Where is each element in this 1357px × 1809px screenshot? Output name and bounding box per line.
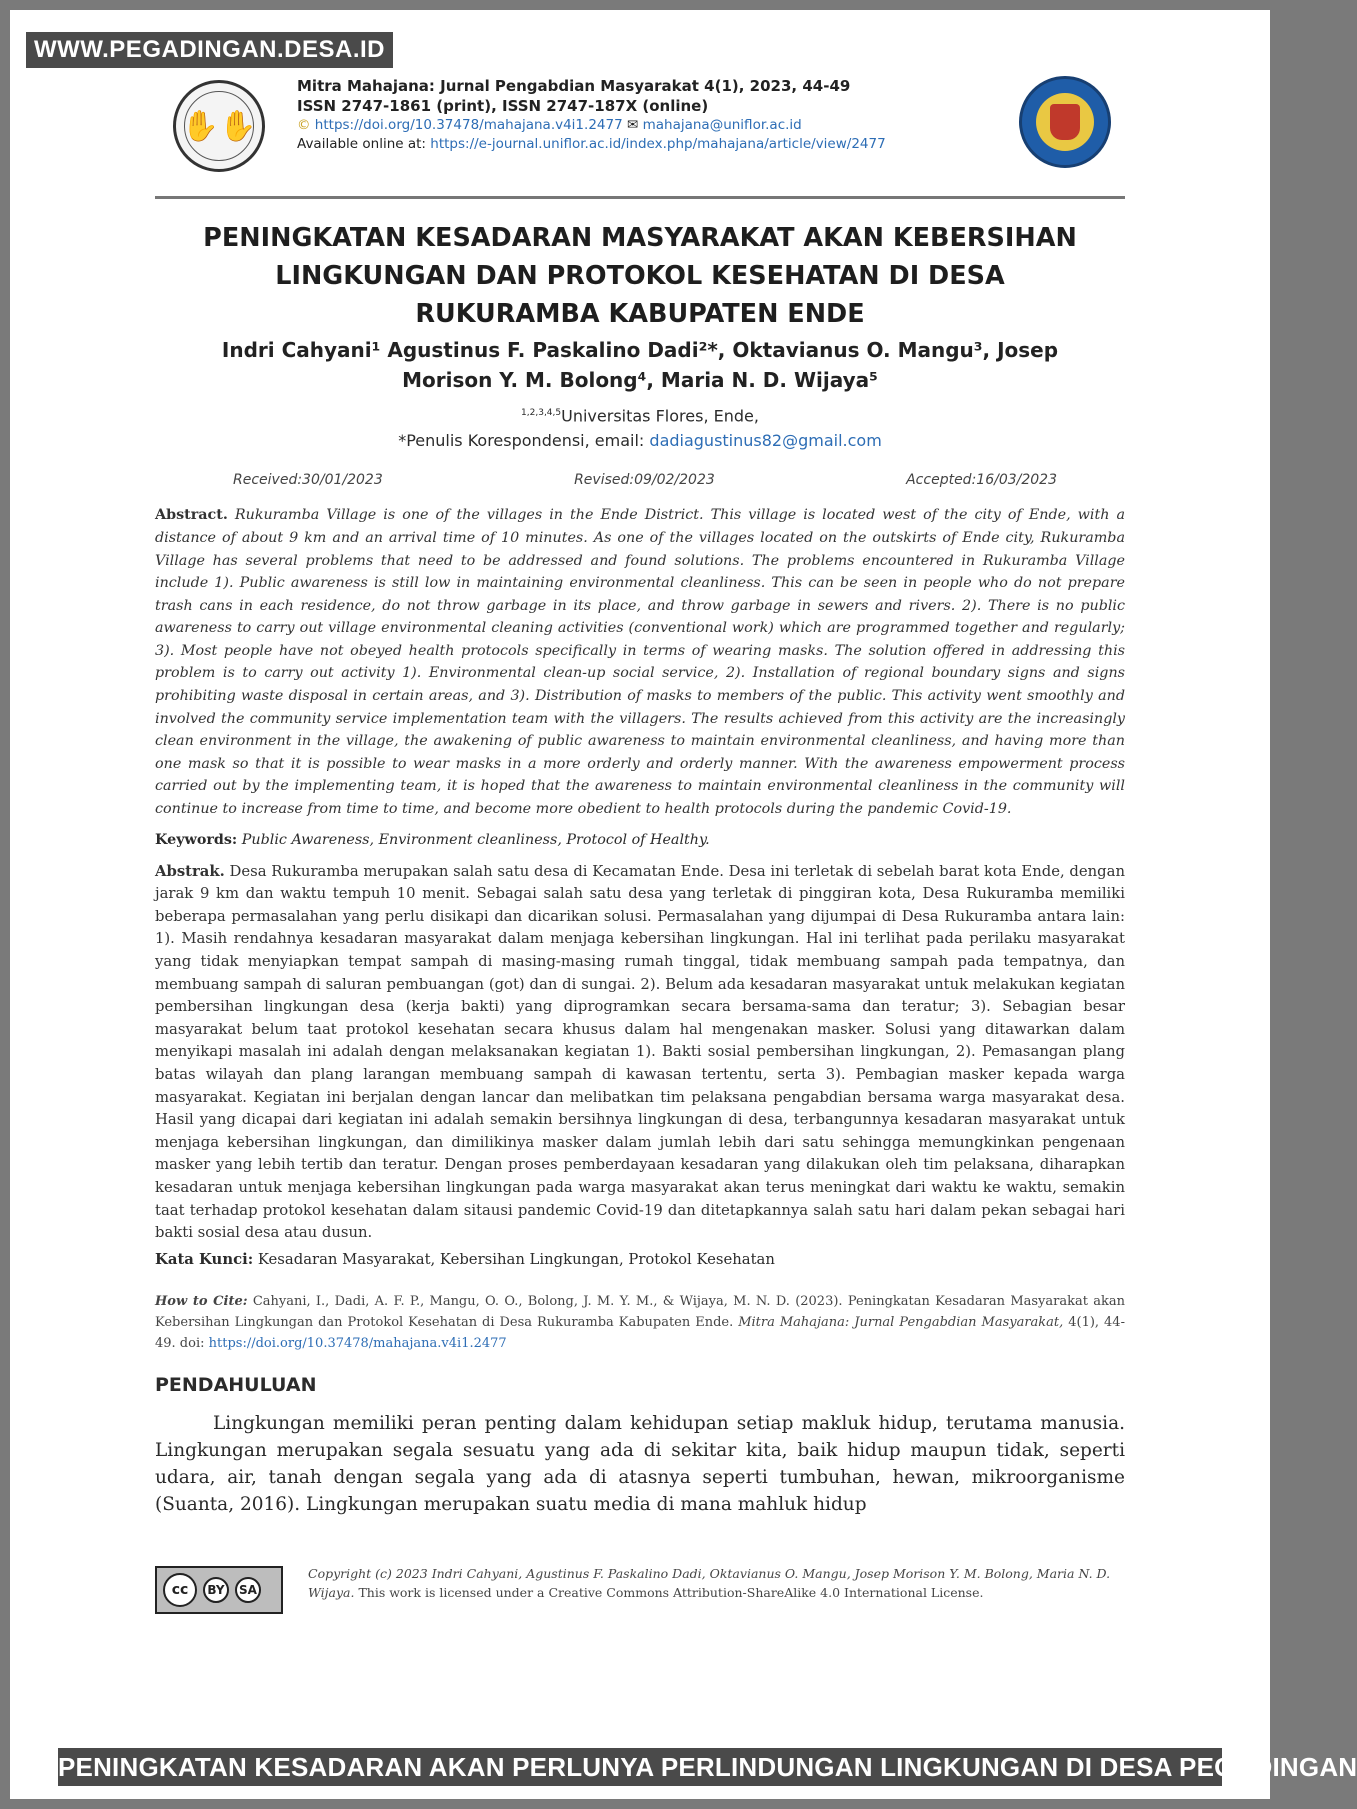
author-list xyxy=(155,335,1125,395)
received-date: Received:30/01/2023 xyxy=(233,472,383,489)
revised-date: Revised:09/02/2023 xyxy=(574,472,715,489)
keywords-label: Keywords: xyxy=(155,831,238,848)
article-dates xyxy=(155,472,1125,488)
journal-doi-line xyxy=(297,116,997,135)
affiliation-sup: 1,2,3,4,5 xyxy=(521,408,562,418)
cc-icon: cc xyxy=(163,1573,197,1607)
available-label: Available online at: xyxy=(297,136,426,152)
license-text xyxy=(308,1564,1118,1602)
intro-paragraph: Lingkungan memiliki peran penting dalam kehidupan setiap makluk hidup, terutama manusia. Lingkungan merupakan segala sesuatu yang ada di sekitar kita, baik hidup maupun tidak, seperti udara, air, tanah dengan segala yang ada di atasnya seperti tumbuhan, hewan, mikroorganisme (Suanta, 2016). Lingkungan merupakan suatu media di mana mahluk hidup xyxy=(155,1412,1125,1515)
cite-journal: Mitra Mahajana: Jurnal Pengabdian Masyarakat, xyxy=(738,1314,1064,1330)
abstract-en-label: Abstract. xyxy=(155,507,228,524)
title-line: RUKURAMBA KABUPATEN ENDE xyxy=(415,299,865,329)
abstract-indonesian xyxy=(155,861,1125,1245)
logo-ring xyxy=(184,91,254,161)
university-logo xyxy=(1019,76,1111,168)
header-rule xyxy=(155,196,1125,199)
license-statement: This work is licensed under a Creative Commons Attribution-ShareAlike 4.0 International License. xyxy=(358,1584,984,1600)
handshake-icon: ✋✋ xyxy=(181,108,257,144)
university-emblem-icon xyxy=(1050,104,1080,140)
journal-name: Mitra Mahajana: Jurnal Pengabdian Masyarakat 4(1), 2023, 44-49 xyxy=(297,77,851,95)
abstract-en-text: Rukuramba Village is one of the villages in the Ende District. This village is located west of the city of Ende, with a distance of about 9 km and an arrival time of 10 minutes. As one of the villages located on the outskirts of Ende city, Rukuramba Village has several problems that need to be addressed and found solutions. The problems encountered in Rukuramba Village include 1). Public awareness is still low in maintaining environmental cleanliness. This can be seen in people who do not prepare trash cans in each residence, do not throw garbage in its place, and throw garbage in sewers and rivers. 2). There is no public awareness to carry out village environmental cleaning activities (conventional work) which are programmed together and regularly; 3). Most people have not obeyed health protocols specifically in terms of wearing masks. The solution offered in addressing this problem is to carry out activity 1). Environmental clean-up social service, 2). Installation of regional boundary signs and signs prohibiting waste disposal in certain areas, and 3). Distribution of masks to members of the public. This activity went smoothly and involved the community service implementation team with the villagers. The results achieved from this activity are the increasingly clean environment in the village, the awakening of public awareness to maintain environmental cleanliness, and having more than one mask so that it is possible to wear masks in a more orderly and orderly manner. With the awareness empowerment process carried out by the implementing team, it is hoped that the awareness to maintain environmental cleanliness in the community will continue to increase from time to time, and become more obedient to health protocols during the pandemic Covid-19. xyxy=(155,507,1125,818)
abstract-id-label: Abstrak. xyxy=(155,862,225,880)
correspondence-label: *Penulis Korespondensi, email: xyxy=(398,431,645,451)
by-icon: BY xyxy=(203,1577,229,1603)
kata-kunci xyxy=(155,1249,1125,1271)
kata-kunci-label: Kata Kunci: xyxy=(155,1250,254,1268)
author-line: Morison Y. M. Bolong⁴, Maria N. D. Wijaya⁵ xyxy=(402,368,878,392)
keywords xyxy=(155,829,1125,851)
kata-kunci-text: Kesadaran Masyarakat, Kebersihan Lingkungan, Protokol Kesehatan xyxy=(257,1250,775,1268)
title-line: LINGKUNGAN DAN PROTOKOL KESEHATAN DI DESA xyxy=(275,261,1005,291)
correspondence xyxy=(155,428,1125,454)
license-block xyxy=(155,1564,1125,1630)
university-logo-inner xyxy=(1036,93,1094,151)
article-url-link[interactable]: https://e-journal.uniflor.ac.id/index.php/mahajana/article/view/2477 xyxy=(430,136,886,152)
journal-logo xyxy=(173,80,265,172)
cc-license-badge[interactable] xyxy=(155,1566,283,1614)
email-icon: ✉ xyxy=(626,117,639,133)
caption-banner: PENINGKATAN KESADARAN AKAN PERLUNYA PERLINDUNGAN LINGKUNGAN DI DESA PEGADINGAN xyxy=(58,1748,1222,1786)
how-to-cite xyxy=(155,1291,1125,1354)
site-url-banner: WWW.PEGADINGAN.DESA.ID xyxy=(26,32,393,68)
cite-doi-link[interactable]: https://doi.org/10.37478/mahajana.v4i1.2477 xyxy=(208,1335,507,1351)
journal-header xyxy=(155,70,1125,190)
abstract-english xyxy=(155,504,1125,820)
journal-email-link[interactable]: mahajana@uniflor.ac.id xyxy=(642,117,802,133)
keywords-text: Public Awareness, Environment cleanliness, Protocol of Healthy. xyxy=(241,831,710,848)
paper-page xyxy=(155,70,1125,1630)
journal-available-line xyxy=(297,135,997,154)
journal-issn: ISSN 2747-1861 (print), ISSN 2747-187X (online) xyxy=(297,97,709,115)
author-line: Indri Cahyani¹ Agustinus F. Paskalino Dadi²*, Oktavianus O. Mangu³, Josep xyxy=(221,338,1059,362)
correspondence-email-link[interactable]: dadiagustinus82@gmail.com xyxy=(649,431,882,451)
abstract-id-text: Desa Rukuramba merupakan salah satu desa di Kecamatan Ende. Desa ini terletak di sebelah barat kota Ende, dengan jarak 9 km dan waktu tempuh 10 menit. Sebagai salah satu desa yang terletak di pinggiran kota, Desa Rukuramba memiliki beberapa permasalahan yang perlu disikapi dan dicarikan solusi. Permasalahan yang dijumpai di Desa Rukuramba antara lain: 1). Masih rendahnya kesadaran masyarakat dalam menjaga kebersihan lingkungan. Hal ini terlihat pada perilaku masyarakat yang tidak menyiapkan tempat sampah di masing-masing rumah tinggal, tidak membuang sampah pada tempatnya, dan membuang sampah di saluran pembuangan (got) dan di sungai. 2). Belum ada kesadaran masyarakat untuk melakukan kegiatan pembersihan lingkungan desa (kerja bakti) yang diprogramkan secara bersama-sama dan teratur; 3). Sebagian besar masyarakat belum taat protokol kesehatan secara khusus dalam hal mengenakan masker. Solusi yang ditawarkan dalam menyikapi masalah ini adalah dengan melaksanakan kegiatan 1). Bakti sosial pembersihan lingkungan, 2). Pemasangan plang batas wilayah dan plang larangan membuang sampah di kawasan tertentu, serta 3). Pembagian masker kepada warga masyarakat. Kegiatan ini berjalan dengan lancar dan melibatkan tim pelaksana pengabdian bersama warga masyarakat desa. Hasil yang dicapai dari kegiatan ini adalah semakin bersihnya lingkungan di desa, terbangunnya kesadaran masyarakat untuk menjaga kebersihan lingkungan, dan dimilikinya masker dalam jumlah lebih dari satu sehingga memungkinkan pengenaan masker yang lebih tertib dan teratur. Dengan proses pemberdayaan kesadaran yang dilakukan oleh tim pelaksana, diharapkan kesadaran untuk menjaga kebersihan lingkungan pada warga masyarakat akan terus meningkat dari waktu ke waktu, semakin taat terhadap protokol kesehatan dalam sitausi pandemic Covid-19 dan ditetapkannya salah satu hari dalam pekan sebagai hari bakti sosial desa atau dusun. xyxy=(155,862,1125,1242)
affiliation xyxy=(155,401,1125,428)
journal-info xyxy=(297,76,997,154)
affiliation-text: Universitas Flores, Ende, xyxy=(561,406,759,426)
title-line: PENINGKATAN KESADARAN MASYARAKAT AKAN KEBERSIHAN xyxy=(203,223,1077,253)
accepted-date: Accepted:16/03/2023 xyxy=(906,472,1057,489)
cite-rest: 4(1), 44-49. doi: xyxy=(155,1314,1125,1351)
cite-label: How to Cite: xyxy=(155,1293,248,1309)
journal-doi-link[interactable]: https://doi.org/10.37478/mahajana.v4i1.2477 xyxy=(314,117,623,133)
section-heading: PENDAHULUAN xyxy=(155,1373,317,1396)
sa-icon: SA xyxy=(235,1577,261,1603)
paper-title xyxy=(155,219,1125,333)
cite-text: Cahyani, I., Dadi, A. F. P., Mangu, O. O., Bolong, J. M. Y. M., & Wijaya, M. N. D. (2023). Peningkatan Kesadaran Masyarakat akan Kebersihan Lingkungan dan Protokol Kesehatan di Desa Rukuramba Kabupaten Ende. xyxy=(155,1293,1125,1330)
doi-icon: © xyxy=(297,117,311,133)
copyright-text: Copyright (c) 2023 Indri Cahyani, Agustinus F. Paskalino Dadi, Oktavianus O. Mangu, Josep Morison Y. M. Bolong, Maria N. D. Wijaya. xyxy=(308,1565,1111,1600)
